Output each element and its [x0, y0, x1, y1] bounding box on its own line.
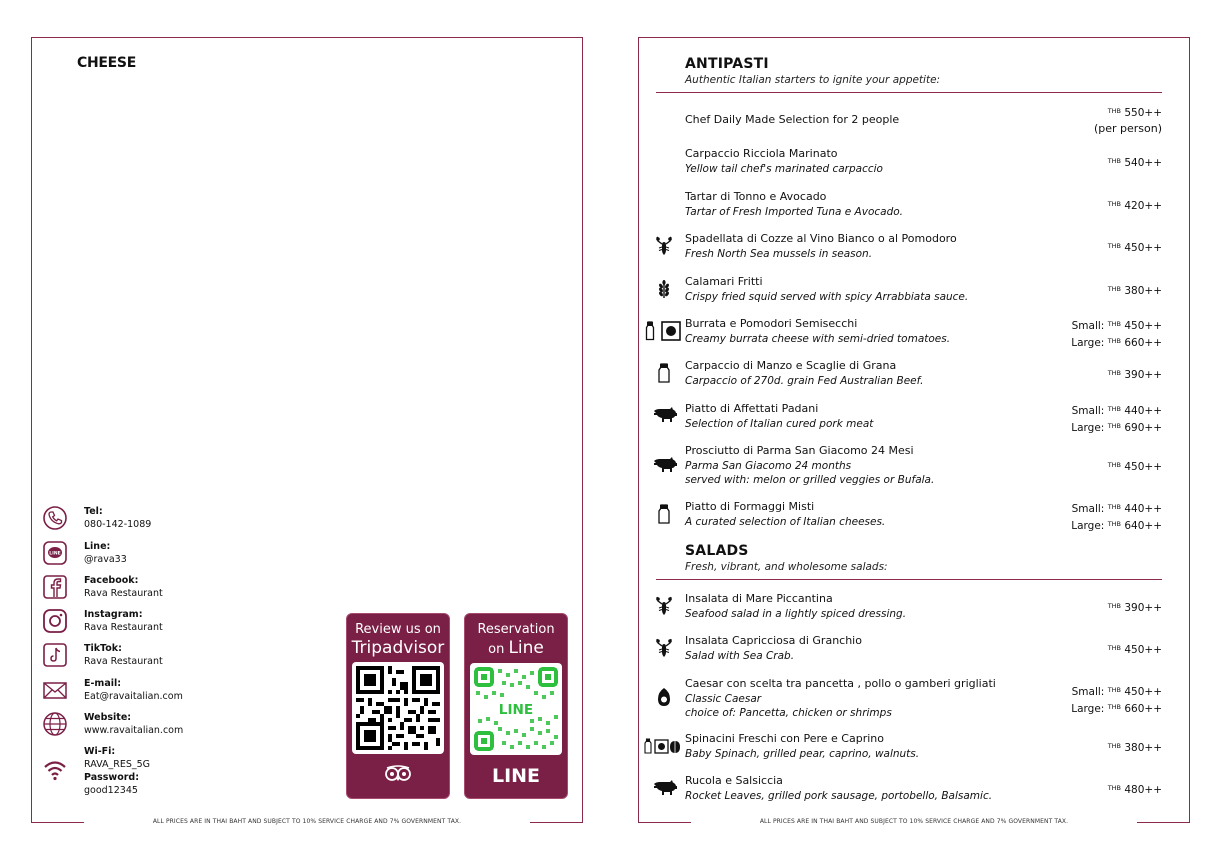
item-desc: Parma San Giacomo 24 months	[685, 459, 852, 472]
instagram-icon	[42, 608, 68, 634]
item-name-block	[685, 774, 992, 803]
shellfish-icon	[647, 596, 681, 616]
item-desc-extra: choice of: Pancetta, chicken or shrimps	[685, 707, 892, 719]
svg-text:LINE: LINE	[49, 551, 61, 557]
item-price: Small: $^{THB}$ 440++ Large: $^{THB}$ 690++	[1071, 405, 1162, 434]
contact-label: Facebook:	[84, 575, 139, 586]
price-footnote: ALL PRICES ARE IN THAI BAHT AND SUBJECT TO 10% SERVICE CHARGE AND 7% GOVERNMENT TAX.	[759, 818, 1069, 825]
item-name-block	[685, 317, 950, 346]
item-price: Small: $^{THB}$ 450++ Large: $^{THB}$ 660++	[1071, 686, 1162, 715]
item-name: Calamari Fritti	[685, 275, 763, 288]
egg-icon	[647, 687, 681, 707]
section-title-antipasti: ANTIPASTI	[685, 56, 769, 72]
item-name: Tartar di Tonno e Avocado	[685, 190, 827, 203]
line-card-footer: LINE	[491, 765, 541, 787]
contact-tiktok[interactable]	[42, 642, 163, 668]
left-menu-page	[31, 37, 583, 823]
contact-email[interactable]	[42, 677, 183, 703]
facebook-icon	[42, 574, 68, 600]
item-price: Small: $^{THB}$ 450++ Large: $^{THB}$ 660++	[1071, 320, 1162, 349]
contact-label: E-mail:	[84, 678, 122, 689]
line-qr-label: LINE	[498, 702, 534, 719]
line-reservation-card[interactable]	[464, 613, 568, 799]
contact-value: www.ravaitalian.com	[84, 725, 184, 736]
globe-icon	[42, 711, 68, 737]
shellfish-icon	[647, 638, 681, 658]
item-name-block	[685, 275, 968, 304]
item-price: $^{THB}$ 450++	[1107, 461, 1162, 473]
tripadvisor-card[interactable]	[346, 613, 450, 799]
item-name: Carpaccio Ricciola Marinato	[685, 147, 838, 160]
line-card-on: on	[488, 642, 509, 657]
contact-value: Rava Restaurant	[84, 656, 163, 667]
item-name-block	[685, 592, 906, 621]
item-price: $^{THB}$ 540++	[1107, 157, 1162, 169]
contact-line[interactable]	[42, 540, 127, 566]
item-desc: Classic Caesar	[685, 692, 762, 705]
section-divider	[656, 92, 1162, 93]
item-desc: Tartar of Fresh Imported Tuna e Avocado.	[685, 205, 904, 218]
item-name: Chef Daily Made Selection for 2 people	[685, 113, 900, 126]
item-name-block	[685, 500, 885, 529]
item-name-block	[685, 677, 996, 721]
contact-label: TikTok:	[84, 643, 122, 654]
item-name-block	[685, 634, 862, 663]
item-desc: Fresh North Sea mussels in season.	[685, 247, 873, 260]
item-price: $^{THB}$ 390++	[1107, 602, 1162, 614]
tripadvisor-line1: Review us on	[355, 622, 441, 637]
contact-facebook[interactable]	[42, 574, 163, 600]
contact-label: Line:	[84, 541, 111, 552]
item-desc: Baby Spinach, grilled pear, caprino, walnuts.	[685, 747, 920, 760]
item-name: Insalata di Mare Piccantina	[685, 592, 833, 605]
contact-value: 080-142-1089	[84, 519, 152, 530]
dairy-icon	[647, 363, 681, 383]
section-title-salads: SALADS	[685, 543, 749, 559]
section-title-cheese: CHEESE	[77, 55, 136, 71]
tripadvisor-line2: Tripadvisor	[351, 638, 445, 658]
contact-label: Password:	[84, 772, 140, 783]
item-desc: Salad with Sea Crab.	[685, 649, 795, 662]
item-desc-extra: served with: melon or grilled veggies or Bufala.	[685, 474, 935, 486]
contact-value: Rava Restaurant	[84, 622, 163, 633]
line-card-line1: Reservation	[477, 622, 555, 637]
pork-icon	[647, 780, 681, 796]
tripadvisor-qr-code[interactable]	[352, 662, 444, 754]
item-desc: Selection of Italian cured pork meat	[685, 417, 874, 430]
item-desc: Rocket Leaves, grilled pork sausage, portobello, Balsamic.	[685, 789, 993, 802]
line-icon	[42, 540, 68, 566]
item-price: $^{THB}$ 450++	[1107, 644, 1162, 656]
item-price: $^{THB}$ 390++	[1107, 369, 1162, 381]
item-price-note: (per person)	[1093, 121, 1162, 135]
section-subtitle-salads: Fresh, vibrant, and wholesome salads:	[685, 561, 888, 573]
contact-label: Instagram:	[84, 609, 143, 620]
wifi-icon	[42, 757, 68, 783]
contact-wifi	[42, 745, 150, 797]
item-desc: Yellow tail chef's marinated carpaccio	[685, 162, 883, 175]
item-desc: A curated selection of Italian cheeses.	[685, 515, 886, 528]
tripadvisor-owl-icon	[347, 764, 449, 786]
pork-icon	[647, 457, 681, 473]
right-menu-page	[638, 37, 1190, 823]
contact-instagram[interactable]	[42, 608, 163, 634]
item-name: Piatto di Affettati Padani	[685, 402, 819, 415]
item-name: Piatto di Formaggi Misti	[685, 500, 815, 513]
item-desc: Seafood salad in a lightly spiced dressing.	[685, 607, 907, 620]
item-desc: Carpaccio of 270d. grain Fed Australian Beef.	[685, 374, 924, 387]
contact-tel[interactable]	[42, 505, 151, 531]
tiktok-icon	[42, 642, 68, 668]
item-price: $^{THB}$ 450++	[1107, 242, 1162, 254]
item-name: Spadellata di Cozze al Vino Bianco o al Pomodoro	[685, 232, 957, 245]
dairy-icon	[647, 504, 681, 524]
item-name-block	[685, 190, 903, 219]
item-name: Burrata e Pomodori Semisecchi	[685, 317, 858, 330]
mail-icon	[42, 677, 68, 703]
item-name: Spinacini Freschi con Pere e Caprino	[685, 732, 884, 745]
item-price: $^{THB}$ 380++	[1107, 742, 1162, 754]
section-subtitle-antipasti: Authentic Italian starters to ignite your appetite:	[685, 74, 941, 86]
gluten-icon	[647, 279, 681, 299]
item-name: Caesar con scelta tra pancetta , pollo o gamberi grigliati	[685, 677, 996, 690]
contact-value: Eat@ravaitalian.com	[84, 691, 183, 702]
item-name: Insalata Capricciosa di Granchio	[685, 634, 862, 647]
dairy-vegetarian-nut-icons	[643, 738, 683, 754]
item-price: $^{THB}$ 420++	[1107, 200, 1162, 212]
section-divider	[656, 579, 1162, 580]
dairy-vegetarian-icons	[643, 321, 683, 341]
item-desc: Crispy fried squid served with spicy Arrabbiata sauce.	[685, 290, 969, 303]
line-qr-code[interactable]	[470, 663, 562, 755]
item-name-block	[685, 147, 883, 176]
item-price: $^{THB}$ 380++	[1107, 285, 1162, 297]
line-card-line-word: Line	[508, 638, 544, 658]
item-desc: Creamy burrata cheese with semi-dried tomatoes.	[685, 332, 951, 345]
contact-label: Tel:	[84, 506, 103, 517]
contact-website[interactable]	[42, 711, 183, 737]
price-footnote: ALL PRICES ARE IN THAI BAHT AND SUBJECT TO 10% SERVICE CHARGE AND 7% GOVERNMENT TAX.	[152, 818, 462, 825]
contact-value: RAVA_RES_5G	[84, 759, 151, 770]
contact-label: Wi-Fi:	[84, 746, 116, 757]
item-name-block	[685, 444, 934, 488]
pork-icon	[647, 407, 681, 423]
contact-label: Website:	[84, 712, 132, 723]
item-name-block	[685, 402, 873, 431]
item-name: Rucola e Salsiccia	[685, 774, 783, 787]
phone-icon	[42, 505, 68, 531]
item-name: Carpaccio di Manzo e Scaglie di Grana	[685, 359, 897, 372]
contact-value: @rava33	[84, 554, 127, 565]
item-price: $^{THB}$ 480++	[1107, 784, 1162, 796]
item-name-block	[685, 359, 924, 388]
item-price: Small: $^{THB}$ 440++ Large: $^{THB}$ 640++	[1071, 503, 1162, 532]
item-name-block	[685, 232, 957, 261]
item-price: $^{THB}$ 550++ (per person)	[1093, 107, 1162, 135]
contact-value: Rava Restaurant	[84, 588, 163, 599]
shellfish-icon	[647, 236, 681, 256]
contact-value: good12345	[84, 785, 138, 796]
item-name-block	[685, 732, 919, 761]
item-name: Prosciutto di Parma San Giacomo 24 Mesi	[685, 444, 914, 457]
